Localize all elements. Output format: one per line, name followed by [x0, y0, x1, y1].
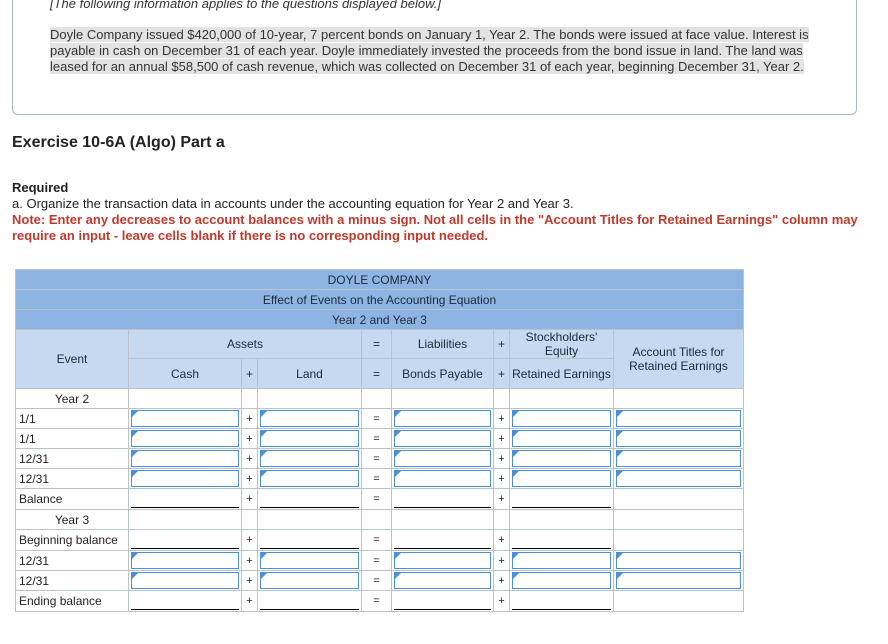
- cash-cell: [129, 591, 242, 612]
- plus-sign: +: [242, 409, 258, 429]
- land-input[interactable]: [260, 490, 359, 508]
- retained-earnings-input[interactable]: [512, 592, 611, 610]
- retained-earnings-input[interactable]: [512, 531, 611, 549]
- event-label: 12/31: [16, 571, 129, 591]
- assets-header: Assets: [129, 330, 362, 359]
- land-cell: [258, 409, 362, 429]
- land-input[interactable]: [260, 592, 359, 610]
- event-label: Beginning balance: [16, 530, 129, 551]
- equals-sign: =: [362, 530, 392, 551]
- bonds-payable-cell: [392, 591, 494, 612]
- retained-earnings-cell: [510, 530, 614, 551]
- plus-sign: +: [494, 469, 510, 489]
- event-label: 12/31: [16, 449, 129, 469]
- table-subtitle: Effect of Events on the Accounting Equation: [16, 290, 744, 310]
- plus-header: +: [494, 359, 510, 389]
- account-title-cell: [614, 530, 744, 551]
- land-input[interactable]: [260, 410, 359, 427]
- bonds-payable-input[interactable]: [394, 430, 491, 447]
- year3-row-blank: [242, 510, 258, 530]
- bonds-payable-cell: [392, 530, 494, 551]
- land-header: Land: [258, 359, 362, 389]
- plus-sign: +: [494, 551, 510, 571]
- land-cell: [258, 551, 362, 571]
- table-row: [16, 489, 744, 510]
- year2-row-blank: [392, 389, 494, 409]
- retained-earnings-input[interactable]: [512, 552, 611, 569]
- bonds-payable-cell: [392, 429, 494, 449]
- bonds-payable-input[interactable]: [394, 410, 491, 427]
- cash-input[interactable]: [131, 470, 239, 487]
- plus-sign: +: [494, 571, 510, 591]
- bonds-payable-cell: [392, 409, 494, 429]
- account-title-cell: [614, 489, 744, 510]
- year3-row-blank: [129, 510, 242, 530]
- table-row: [16, 530, 744, 551]
- equals-sign: =: [362, 489, 392, 510]
- bonds-payable-cell: [392, 469, 494, 489]
- bonds-payable-input[interactable]: [394, 552, 491, 569]
- equals-sign: =: [362, 429, 392, 449]
- table-row: [16, 469, 744, 489]
- cash-input[interactable]: [131, 410, 239, 427]
- required-section: [12, 180, 872, 244]
- bonds-payable-input[interactable]: [394, 592, 491, 610]
- required-note: Note: Enter any decreases to account balances with a minus sign. Not all cells in the "Account Titles for Retained Earnings" column may require an input - leave cells blank if there is no corresponding input needed.: [12, 212, 858, 243]
- retained-earnings-input[interactable]: [512, 470, 611, 487]
- account-title-select[interactable]: [616, 572, 741, 589]
- bonds-payable-cell: [392, 571, 494, 591]
- plus-header: +: [242, 359, 258, 389]
- cash-header: Cash: [129, 359, 242, 389]
- table-row: [16, 429, 744, 449]
- plus-sign: +: [242, 551, 258, 571]
- cash-input[interactable]: [131, 531, 239, 549]
- year2-row-blank: [258, 389, 362, 409]
- account-title-cell: [614, 469, 744, 489]
- year3-row-blank: [494, 510, 510, 530]
- bonds-payable-cell: [392, 449, 494, 469]
- intro-top-line: [The following information applies to the questions displayed below.]: [50, 0, 441, 11]
- plus-sign: +: [494, 489, 510, 510]
- land-cell: [258, 530, 362, 551]
- plus-sign: +: [494, 449, 510, 469]
- event-label: Ending balance: [16, 591, 129, 612]
- cash-cell: [129, 551, 242, 571]
- retained-earnings-cell: [510, 571, 614, 591]
- cash-input[interactable]: [131, 430, 239, 447]
- plus-sign: +: [242, 489, 258, 510]
- table-row: [16, 591, 744, 612]
- account-title-select[interactable]: [616, 470, 741, 487]
- cash-input[interactable]: [131, 592, 239, 610]
- plus-sign: +: [242, 530, 258, 551]
- equals-sign: =: [362, 449, 392, 469]
- intro-paragraph-text: Doyle Company issued $420,000 of 10-year, 7 percent bonds on January 1, Year 2. The bonds were issued at face value. Interest is payable in cash on December 31 of each year. Doyle immediately invested the proceeds from the bond issue in land. The land was leased for an annual $58,500 of cash revenue, which was collected on December 31 of each year, beginning December 31, Year 2.: [50, 27, 809, 74]
- table-row: [16, 409, 744, 429]
- plus-sign: +: [494, 409, 510, 429]
- plus-sign: +: [242, 469, 258, 489]
- year2-row-label: Year 2: [16, 389, 129, 409]
- equals-sign: =: [362, 409, 392, 429]
- account-title-select[interactable]: [616, 430, 741, 447]
- retained-earnings-input[interactable]: [512, 450, 611, 467]
- retained-earnings-cell: [510, 449, 614, 469]
- equals-sign: =: [362, 469, 392, 489]
- land-cell: [258, 489, 362, 510]
- year2-row-blank: [614, 389, 744, 409]
- year3-row-label: Year 3: [16, 510, 129, 530]
- plus-header: +: [494, 330, 510, 359]
- plus-sign: +: [494, 591, 510, 612]
- cash-input[interactable]: [131, 572, 239, 589]
- retained-earnings-cell: [510, 469, 614, 489]
- account-title-cell: [614, 449, 744, 469]
- cash-input[interactable]: [131, 450, 239, 467]
- bonds-payable-input[interactable]: [394, 470, 491, 487]
- cash-cell: [129, 469, 242, 489]
- land-cell: [258, 469, 362, 489]
- company-name: DOYLE COMPANY: [16, 270, 744, 290]
- year3-row-blank: [392, 510, 494, 530]
- account-title-select[interactable]: [616, 450, 741, 467]
- bonds-payable-input[interactable]: [394, 490, 491, 508]
- accounting-equation-table: [15, 269, 744, 612]
- year3-row-blank: [258, 510, 362, 530]
- land-input[interactable]: [260, 552, 359, 569]
- table-row: [16, 449, 744, 469]
- equals-sign: =: [362, 571, 392, 591]
- year2-row-blank: [362, 389, 392, 409]
- plus-sign: +: [494, 429, 510, 449]
- retained-earnings-cell: [510, 429, 614, 449]
- equals-sign: =: [362, 551, 392, 571]
- cash-cell: [129, 429, 242, 449]
- bonds-payable-input[interactable]: [394, 572, 491, 589]
- land-input[interactable]: [260, 450, 359, 467]
- exercise-title: Exercise 10-6A (Algo) Part a: [12, 134, 225, 151]
- required-heading: Required: [12, 180, 69, 195]
- retained-earnings-header: Retained Earnings: [510, 359, 614, 389]
- intro-paragraph: [50, 27, 820, 75]
- bonds-payable-input[interactable]: [394, 531, 491, 549]
- land-input[interactable]: [260, 470, 359, 487]
- year2-row-blank: [242, 389, 258, 409]
- bonds-payable-header: Bonds Payable: [392, 359, 494, 389]
- cash-cell: [129, 571, 242, 591]
- plus-sign: +: [242, 449, 258, 469]
- retained-earnings-cell: [510, 489, 614, 510]
- land-cell: [258, 449, 362, 469]
- stockholders-equity-header: Stockholders' Equity: [510, 330, 614, 359]
- bonds-payable-cell: [392, 489, 494, 510]
- land-cell: [258, 591, 362, 612]
- account-title-cell: [614, 571, 744, 591]
- table-row: [16, 551, 744, 571]
- year3-row-blank: [362, 510, 392, 530]
- event-label: 12/31: [16, 469, 129, 489]
- year2-row-blank: [510, 389, 614, 409]
- year3-row: [16, 510, 744, 530]
- required-instruction: a. Organize the transaction data in accounts under the accounting equation for Year 2 and Year 3.: [12, 196, 574, 211]
- account-title-select[interactable]: [616, 410, 741, 427]
- cash-cell: [129, 530, 242, 551]
- bonds-payable-cell: [392, 551, 494, 571]
- land-cell: [258, 429, 362, 449]
- year3-row-blank: [510, 510, 614, 530]
- event-label: 1/1: [16, 409, 129, 429]
- retained-earnings-input[interactable]: [512, 410, 611, 427]
- land-input[interactable]: [260, 531, 359, 549]
- year3-row-blank: [614, 510, 744, 530]
- event-label: 12/31: [16, 551, 129, 571]
- event-header: Event: [16, 330, 129, 389]
- bonds-payable-input[interactable]: [394, 450, 491, 467]
- account-titles-header: Account Titles for Retained Earnings: [614, 330, 744, 389]
- plus-sign: +: [242, 571, 258, 591]
- account-title-cell: [614, 591, 744, 612]
- account-title-cell: [614, 409, 744, 429]
- cash-cell: [129, 489, 242, 510]
- land-input[interactable]: [260, 430, 359, 447]
- retained-earnings-cell: [510, 591, 614, 612]
- cash-cell: [129, 409, 242, 429]
- cash-input[interactable]: [131, 490, 239, 508]
- table-row: [16, 571, 744, 591]
- equals-sign: =: [362, 591, 392, 612]
- cash-cell: [129, 449, 242, 469]
- account-title-cell: [614, 429, 744, 449]
- account-title-cell: [614, 551, 744, 571]
- liabilities-header: Liabilities: [392, 330, 494, 359]
- year2-row-blank: [129, 389, 242, 409]
- equals-header: =: [362, 359, 392, 389]
- retained-earnings-input[interactable]: [512, 430, 611, 447]
- land-cell: [258, 571, 362, 591]
- plus-sign: +: [494, 530, 510, 551]
- account-title-select[interactable]: [616, 552, 741, 569]
- equals-header: =: [362, 330, 392, 359]
- plus-sign: +: [242, 429, 258, 449]
- event-label: 1/1: [16, 429, 129, 449]
- event-label: Balance: [16, 489, 129, 510]
- plus-sign: +: [242, 591, 258, 612]
- cash-input[interactable]: [131, 552, 239, 569]
- year2-row: [16, 389, 744, 409]
- retained-earnings-cell: [510, 409, 614, 429]
- retained-earnings-input[interactable]: [512, 490, 611, 508]
- retained-earnings-input[interactable]: [512, 572, 611, 589]
- table-period: Year 2 and Year 3: [16, 310, 744, 330]
- year2-row-blank: [494, 389, 510, 409]
- retained-earnings-cell: [510, 551, 614, 571]
- land-input[interactable]: [260, 572, 359, 589]
